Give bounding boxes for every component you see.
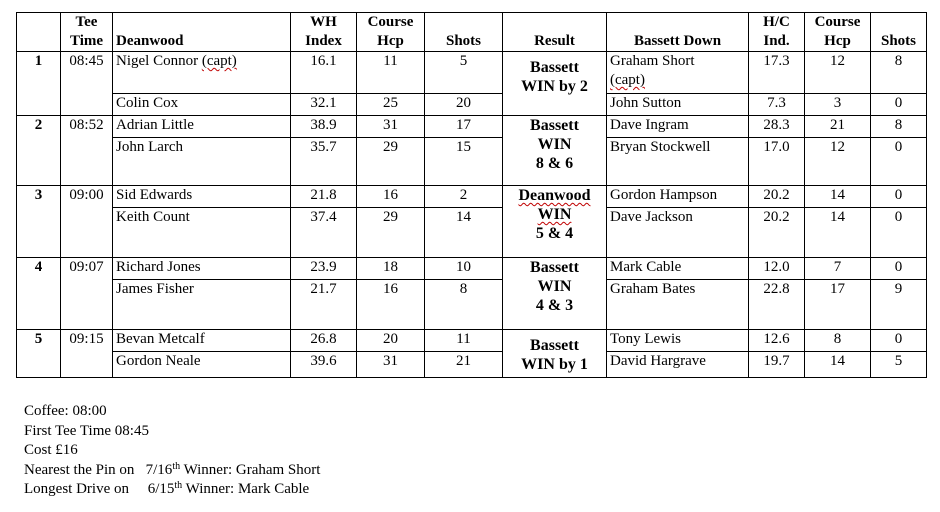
- result-line: 5 & 4: [535, 225, 574, 242]
- course-hcp: 31: [357, 352, 425, 378]
- wh-index: 38.9: [291, 116, 357, 138]
- captain-tag: (capt): [610, 72, 645, 88]
- hc-index: 19.7: [749, 352, 805, 378]
- away-player: [607, 208, 749, 258]
- wh-index: 35.7: [291, 138, 357, 186]
- wh-index: 23.9: [291, 258, 357, 280]
- match-number: 2: [17, 116, 61, 186]
- wh-index: 16.1: [291, 52, 357, 94]
- match-table: [16, 12, 927, 378]
- hc-index: 12.0: [749, 258, 805, 280]
- table-row: [17, 116, 927, 138]
- result-line: Deanwood: [518, 187, 591, 204]
- match-number: 3: [17, 186, 61, 258]
- tee-time: 09:00: [61, 186, 113, 258]
- table-row: [17, 330, 927, 352]
- captain-tag: (capt): [201, 53, 237, 69]
- shots-2: 0: [871, 208, 927, 258]
- event-notes: [24, 402, 320, 500]
- header-home-team: Deanwood: [113, 13, 291, 52]
- wh-index: 21.7: [291, 280, 357, 330]
- wh-index: 39.6: [291, 352, 357, 378]
- course-hcp: 29: [357, 138, 425, 186]
- header-away-team: Bassett Down: [607, 13, 749, 52]
- hc-index: 12.6: [749, 330, 805, 352]
- header-course-hcp-2: Course Hcp: [805, 13, 871, 52]
- course-hcp-2: 3: [805, 94, 871, 116]
- hc-index: 17.0: [749, 138, 805, 186]
- home-player-name: Sid Edwards: [116, 187, 193, 203]
- course-hcp: 18: [357, 258, 425, 280]
- home-player-name: Adrian Little: [116, 117, 194, 133]
- hc-index: 28.3: [749, 116, 805, 138]
- shots: 20: [425, 94, 503, 116]
- match-body: [17, 52, 927, 378]
- tee-time: 08:52: [61, 116, 113, 186]
- home-player: [113, 258, 291, 280]
- away-player-name: Gordon Hampson: [610, 187, 718, 203]
- wh-index: 37.4: [291, 208, 357, 258]
- home-player: [113, 94, 291, 116]
- away-player: [607, 330, 749, 352]
- course-hcp: 25: [357, 94, 425, 116]
- home-player-name: Gordon Neale: [116, 353, 201, 369]
- course-hcp: 16: [357, 186, 425, 208]
- away-player-name: David Hargrave: [610, 353, 706, 369]
- match-result: [503, 186, 607, 258]
- result-line: WIN by 1: [521, 356, 588, 373]
- result-line: WIN: [537, 136, 572, 153]
- home-player: [113, 138, 291, 186]
- table-row: [17, 352, 927, 378]
- away-player: [607, 52, 749, 94]
- match-number: 1: [17, 52, 61, 116]
- course-hcp: 20: [357, 330, 425, 352]
- match-result: [503, 52, 607, 116]
- table-row: [17, 208, 927, 258]
- hc-index: 7.3: [749, 94, 805, 116]
- shots: 15: [425, 138, 503, 186]
- tee-time: 09:07: [61, 258, 113, 330]
- shots-2: 0: [871, 186, 927, 208]
- longest-drive: Longest Drive on 6/15th Winner: Mark Cable: [24, 480, 310, 497]
- shots: 17: [425, 116, 503, 138]
- hc-index: 20.2: [749, 208, 805, 258]
- away-player-name: Dave Ingram: [610, 117, 689, 133]
- table-row: [17, 186, 927, 208]
- course-hcp-2: 21: [805, 116, 871, 138]
- result-line: Bassett: [530, 337, 579, 354]
- home-player: [113, 52, 291, 94]
- away-player-name: John Sutton: [610, 95, 682, 111]
- nearest-the-pin: Nearest the Pin on 7/16th Winner: Graham Short: [24, 460, 321, 478]
- home-player-name: Keith Count: [116, 209, 190, 225]
- match-result: [503, 330, 607, 378]
- shots-2: 8: [871, 116, 927, 138]
- shots: 14: [425, 208, 503, 258]
- header-row: [17, 13, 927, 52]
- home-player: [113, 186, 291, 208]
- home-player: [113, 280, 291, 330]
- header-hc-index: H/C Ind.: [749, 13, 805, 52]
- away-player-name: Bryan Stockwell: [610, 139, 711, 155]
- shots: 5: [425, 52, 503, 94]
- table-row: [17, 258, 927, 280]
- hc-index: 22.8: [749, 280, 805, 330]
- away-player: [607, 94, 749, 116]
- table-row: [17, 94, 927, 116]
- hc-index: 20.2: [749, 186, 805, 208]
- away-player-name: Dave Jackson: [610, 209, 693, 225]
- shots: 11: [425, 330, 503, 352]
- first-tee-time: First Tee Time 08:45: [24, 422, 149, 439]
- match-number: 4: [17, 258, 61, 330]
- course-hcp-2: 12: [805, 52, 871, 94]
- home-player: [113, 208, 291, 258]
- header-shots: Shots: [425, 13, 503, 52]
- result-line: 4 & 3: [535, 297, 574, 314]
- result-line: 8 & 6: [535, 155, 574, 172]
- course-hcp: 11: [357, 52, 425, 94]
- home-player-name: Bevan Metcalf: [116, 331, 205, 347]
- header-tee-time: Tee Time: [61, 13, 113, 52]
- away-player: [607, 352, 749, 378]
- course-hcp-2: 8: [805, 330, 871, 352]
- course-hcp-2: 14: [805, 208, 871, 258]
- home-player: [113, 352, 291, 378]
- course-hcp-2: 14: [805, 352, 871, 378]
- header-result: Result: [503, 13, 607, 52]
- table-row: [17, 138, 927, 186]
- away-player: [607, 138, 749, 186]
- home-player-name: Nigel Connor: [116, 53, 199, 69]
- away-player: [607, 258, 749, 280]
- shots: 8: [425, 280, 503, 330]
- shots-2: 0: [871, 138, 927, 186]
- result-line: WIN by 2: [521, 78, 588, 95]
- course-hcp: 16: [357, 280, 425, 330]
- result-line: Bassett: [530, 59, 579, 76]
- shots-2: 8: [871, 52, 927, 94]
- away-player-name: Mark Cable: [610, 259, 682, 275]
- shots: 21: [425, 352, 503, 378]
- home-player: [113, 330, 291, 352]
- coffee-time: Coffee: 08:00: [24, 403, 107, 419]
- shots: 10: [425, 258, 503, 280]
- course-hcp-2: 12: [805, 138, 871, 186]
- tee-time: 08:45: [61, 52, 113, 116]
- header-wh-index: WH Index: [291, 13, 357, 52]
- course-hcp-2: 7: [805, 258, 871, 280]
- result-line: WIN: [537, 278, 572, 295]
- home-player-name: James Fisher: [116, 281, 194, 297]
- away-player-name: Graham Bates: [610, 281, 696, 297]
- match-result: [503, 116, 607, 186]
- course-hcp: 29: [357, 208, 425, 258]
- header-course-hcp: Course Hcp: [357, 13, 425, 52]
- hc-index: 17.3: [749, 52, 805, 94]
- away-player-name: Graham Short: [610, 53, 695, 69]
- header-num: [17, 13, 61, 52]
- table-row: [17, 52, 927, 94]
- home-player: [113, 116, 291, 138]
- result-line: Bassett: [530, 117, 579, 134]
- course-hcp-2: 17: [805, 280, 871, 330]
- shots-2: 0: [871, 258, 927, 280]
- shots-2: 0: [871, 330, 927, 352]
- match-number: 5: [17, 330, 61, 378]
- table-row: [17, 280, 927, 330]
- cost: Cost £16: [24, 442, 78, 458]
- away-player-name: Tony Lewis: [610, 331, 682, 347]
- shots-2: 0: [871, 94, 927, 116]
- tee-time: 09:15: [61, 330, 113, 378]
- wh-index: 32.1: [291, 94, 357, 116]
- shots-2: 9: [871, 280, 927, 330]
- away-player: [607, 186, 749, 208]
- course-hcp: 31: [357, 116, 425, 138]
- away-player: [607, 280, 749, 330]
- header-shots-2: Shots: [871, 13, 927, 52]
- shots-2: 5: [871, 352, 927, 378]
- wh-index: 26.8: [291, 330, 357, 352]
- away-player: [607, 116, 749, 138]
- home-player-name: Colin Cox: [116, 95, 179, 111]
- home-player-name: John Larch: [116, 139, 184, 155]
- home-player-name: Richard Jones: [116, 259, 201, 275]
- wh-index: 21.8: [291, 186, 357, 208]
- result-line: WIN: [537, 206, 572, 223]
- result-line: Bassett: [530, 259, 579, 276]
- cut-off-title-fragment: [447, 0, 479, 4]
- match-result: [503, 258, 607, 330]
- course-hcp-2: 14: [805, 186, 871, 208]
- shots: 2: [425, 186, 503, 208]
